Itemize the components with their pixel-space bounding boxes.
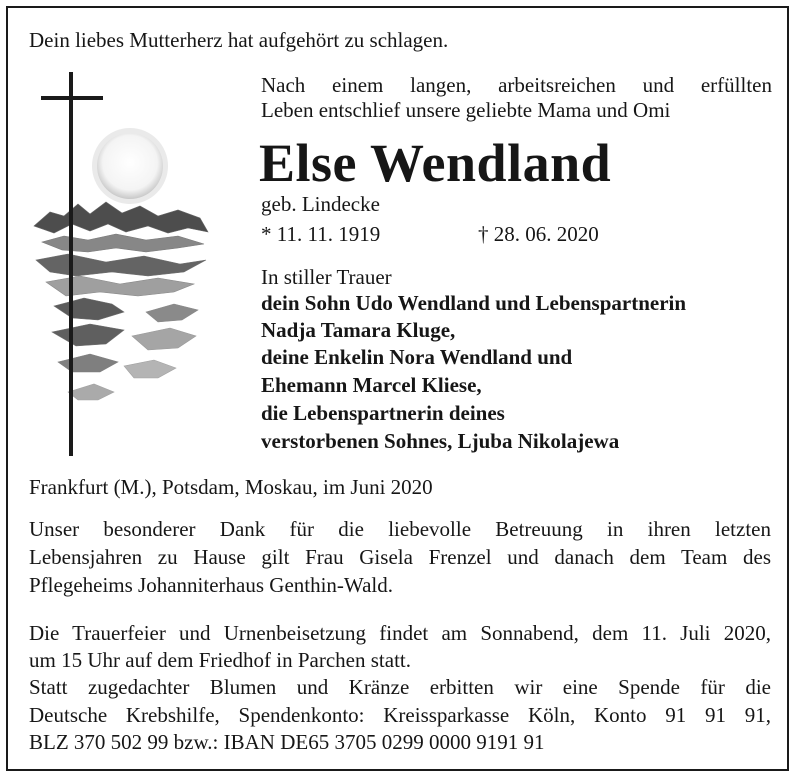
birth-date: * 11. 11. 1919 [261,222,381,246]
intro-line-2: Leben entschlief unsere geliebte Mama und Omi [261,98,671,122]
place-date: Frankfurt (M.), Potsdam, Moskau, im Juni 2020 [29,475,433,499]
mourner-line: Nadja Tamara Kluge, [261,318,456,342]
mourner-line: deine Enkelin Nora Wendland und [261,345,573,369]
intro-line-1: Nach einem langen, arbeitsreichen und erfüllten [261,73,772,97]
mourning-intro: In stiller Trauer [261,265,392,289]
donation-line-3: BLZ 370 502 99 bzw.: IBAN DE65 3705 0299 0000 9191 91 [29,730,545,754]
mourner-line: Ehemann Marcel Kliese, [261,373,482,397]
donation-line-1: Statt zugedachter Blumen und Kränze erbitten wir eine Spende für die [29,675,771,699]
mourner-line: die Lebenspartnerin deines [261,401,505,425]
mourner-line: verstorbenen Sohnes, Ljuba Nikolajewa [261,429,620,453]
funeral-line-1: Die Trauerfeier und Urnenbeisetzung findet am Sonnabend, dem 11. Juli 2020, [29,621,771,645]
opening-line: Dein liebes Mutterherz hat aufgehört zu schlagen. [29,28,449,52]
thanks-line-1: Unser besonderer Dank für die liebevolle Betreuung in ihren letzten [29,517,771,541]
donation-line-2: Deutsche Krebshilfe, Spendenkonto: Kreissparkasse Köln, Konto 91 91 91, [29,703,771,727]
death-date: † 28. 06. 2020 [478,222,599,246]
funeral-line-2: um 15 Uhr auf dem Friedhof in Parchen statt. [29,648,411,672]
cross-sun-landscape-icon [28,66,228,466]
birth-name: geb. Lindecke [261,192,380,216]
mourner-line: dein Sohn Udo Wendland und Lebenspartnerin [261,291,687,315]
thanks-line-2: Lebensjahren zu Hause gilt Frau Gisela Frenzel und danach dem Team des [29,545,771,569]
mountains-icon [34,202,208,400]
deceased-name: Else Wendland [259,133,612,193]
sun-icon [92,128,168,204]
thanks-line-3: Pflegeheims Johanniterhaus Genthin-Wald. [29,573,393,597]
